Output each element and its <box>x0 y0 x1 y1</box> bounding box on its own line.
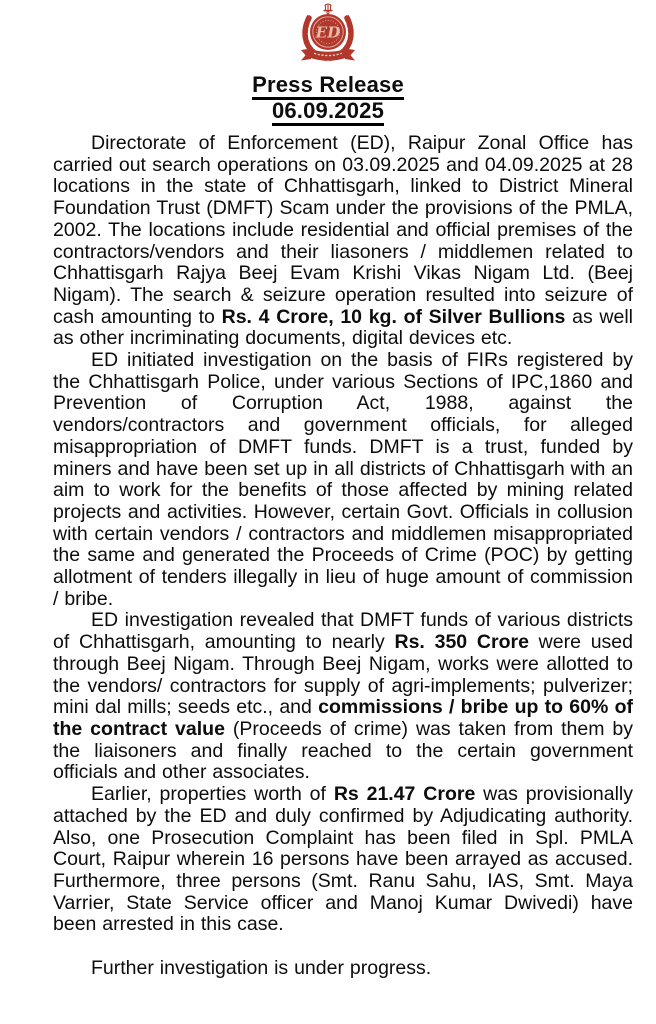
paragraph-search-operations: Directorate of Enforcement (ED), Raipur Zonal Office has carried out search operations on 03.09.2025 and 04.09.2025 at 28 locations in the state of Chhattisgarh, linked to District Mineral Foundation Trust (DMFT) Scam under the provisions of the PMLA, 2002. The locations include residential and official premises of the contractors/vendors and their liasoners / middlemen related to Chhattisgarh Rajya Beej Evam Krishi Vikas Nigam Ltd. (Beej Nigam). The search & seizure operation resulted into seizure of cash amounting to Rs. 4 Crore, 10 kg. of Silver Bullions as well as other incriminating documents, digital devices etc. <box>53 132 633 350</box>
ed-seal <box>310 14 346 50</box>
ed-monogram: ED <box>315 23 341 42</box>
press-release-date: 06.09.2025 <box>272 100 384 126</box>
paragraph-investigation-findings: ED investigation revealed that DMFT funds of various districts of Chhattisgarh, amounting to nearly Rs. 350 Crore were used through Beej Nigam. Through Beej Nigam, works were allotted to the vendors/ contractors for supply of agri-implements; pulverizer; mini dal mills; seeds etc., and commissions / bribe up to 60% of the contract value (Proceeds of crime) was taken from them by the liaisoners and finally reached to the certain government officials and other associates. <box>53 609 633 784</box>
ribbon-banner-icon <box>301 49 355 61</box>
document-header <box>0 74 656 126</box>
document-body <box>0 126 656 980</box>
paragraph-investigation-basis: ED initiated investigation on the basis of FIRs registered by the Chhattisgarh Police, under various Sections of IPC,1860 and Prevention of Corruption Act, 1988, against the vendors/contractors and government officials, for alleged misappropriation of DMFT funds. DMFT is a trust, funded by miners and have been set up in all districts of Chhattisgarh with an aim to work for the benefits of those affected by mining related projects and activities. However, certain Govt. Officials in collusion with certain vendors / contractors and middlemen misappropriated the same and generated the Proceeds of Crime (POC) by getting allotment of tenders illegally in lieu of huge amount of commission / bribe. <box>53 349 633 610</box>
logo-container <box>0 0 656 66</box>
paragraph-further-investigation: Further investigation is under progress. <box>91 957 432 980</box>
press-release-title: Press Release <box>252 74 404 100</box>
ed-emblem-logo <box>295 2 361 66</box>
paragraph-attachment-arrests: Earlier, properties worth of Rs 21.47 Crore was provisionally attached by the ED and duly confirmed by Adjudicating authority. Also, one Prosecution Complaint has been filed in Spl. PMLA Court, Raipur wherein 16 persons have been arrayed as accused. Furthermore, three persons (Smt. Ranu Sahu, IAS, Smt. Maya Varrier, State Service officer and Manoj Kumar Dwivedi) have been arrested in this case. <box>53 783 634 936</box>
ashoka-emblem-icon <box>324 4 333 14</box>
